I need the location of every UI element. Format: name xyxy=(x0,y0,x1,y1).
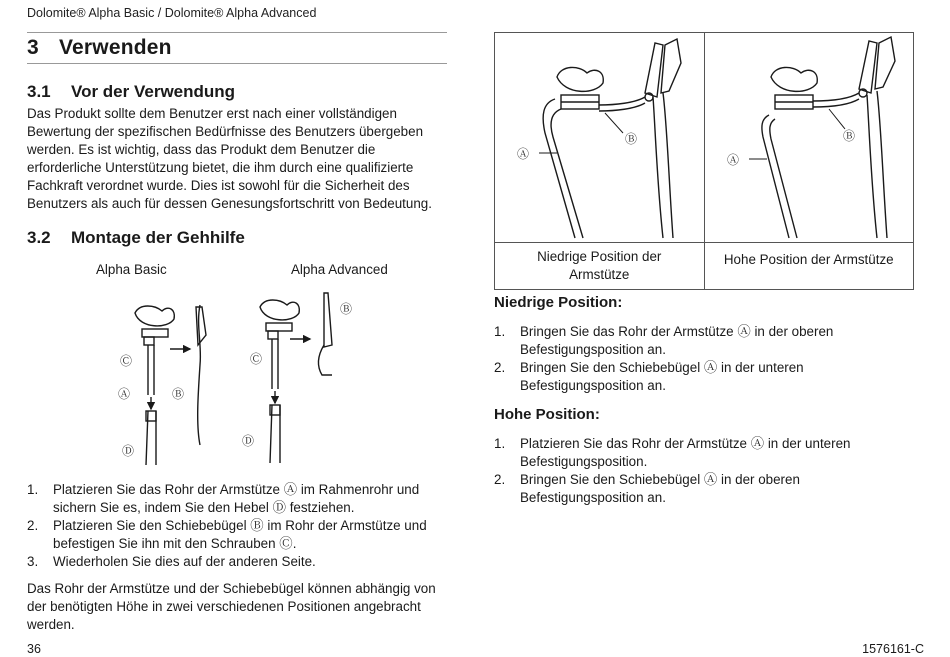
section-number: 3.1 xyxy=(27,82,51,101)
body-line: werden. Es ist wichtig, dass das Produkt dem Benutzer die xyxy=(27,142,376,157)
step-item xyxy=(494,471,914,507)
step-line: Platzieren Sie das Rohr der Armstütze Ⓐ in der unteren xyxy=(520,436,851,451)
step-line: Bringen Sie den Schiebebügel Ⓐ in der oberen xyxy=(520,472,800,487)
armrest-low-position-illustration xyxy=(495,33,704,243)
position-note xyxy=(27,580,447,634)
low-position-image-cell xyxy=(495,33,705,243)
step-item xyxy=(27,553,447,571)
step-item xyxy=(494,435,914,471)
callout-b-advanced: Ⓑ xyxy=(340,302,353,316)
figure-label-alpha-advanced: Alpha Advanced xyxy=(291,262,388,277)
callout-b-high: Ⓑ xyxy=(842,129,855,143)
step-line: Bringen Sie das Rohr der Armstütze Ⓐ in der oberen xyxy=(520,324,834,339)
section-heading-3-1 xyxy=(27,82,235,102)
armrest-high-position-illustration xyxy=(705,33,914,243)
callout-a-low: Ⓐ xyxy=(517,147,530,161)
body-line: Fachkraft verordnet wurde. Dies ist sowohl für die Sicherheit des xyxy=(27,178,410,193)
position-figure-table xyxy=(494,32,914,290)
step-line: Platzieren Sie das Rohr der Armstütze Ⓐ im Rahmenrohr und xyxy=(53,482,420,497)
chapter-rule xyxy=(27,63,447,64)
callout-c-advanced: Ⓒ xyxy=(250,352,263,366)
step-number: 2. xyxy=(494,360,506,375)
low-position-caption xyxy=(495,243,705,290)
note-line: Das Rohr der Armstütze und der Schiebebügel können abhängig von xyxy=(27,581,436,596)
step-number: 2. xyxy=(494,472,506,487)
step-line: Befestigungsposition an. xyxy=(520,378,666,393)
low-position-steps xyxy=(494,323,914,395)
step-number: 1. xyxy=(494,436,506,451)
caption-line: Niedrige Position der xyxy=(537,249,662,264)
step-line: befestigen Sie ihn mit den Schrauben Ⓒ. xyxy=(53,536,297,551)
high-position-image-cell xyxy=(704,33,914,243)
chapter-title: Verwenden xyxy=(59,36,172,59)
section-title: Montage der Gehhilfe xyxy=(71,228,245,247)
body-line: Das Produkt sollte dem Benutzer erst nach einer vollständigen xyxy=(27,106,397,121)
step-number: 1. xyxy=(494,324,506,339)
section-title: Vor der Verwendung xyxy=(71,82,236,101)
high-position-steps xyxy=(494,435,914,507)
header-rule xyxy=(27,32,447,33)
step-line: sichern Sie es, indem Sie den Hebel Ⓓ festziehen. xyxy=(53,500,355,515)
section-number: 3.2 xyxy=(27,228,51,247)
page-number: 36 xyxy=(27,642,41,656)
step-item xyxy=(494,323,914,359)
step-number: 3. xyxy=(27,554,39,569)
note-line: der benötigten Höhe in zwei verschiedenen Positionen angebracht xyxy=(27,599,421,614)
body-line: Bewertung der spezifischen Bedürfnisse des Benutzers übergeben xyxy=(27,124,424,139)
callout-d-advanced: Ⓓ xyxy=(242,434,255,448)
step-number: 1. xyxy=(27,482,39,497)
section-heading-3-2 xyxy=(27,228,245,248)
callout-c-basic: Ⓒ xyxy=(120,354,133,368)
low-position-heading: Niedrige Position: xyxy=(494,294,623,311)
section-3-1-body xyxy=(27,105,447,213)
step-line: Wiederholen Sie dies auf der anderen Seite. xyxy=(53,554,316,569)
body-line: Benutzers als auch für dessen Genesungsfortschritt von Bedeutung. xyxy=(27,196,432,211)
chapter-heading xyxy=(27,36,172,60)
high-position-heading: Hohe Position: xyxy=(494,406,600,423)
caption-line: Armstütze xyxy=(569,267,630,282)
body-line: erforderliche Unterstützung bietet, die ihm durch eine qualifizierte xyxy=(27,160,414,175)
note-line: werden. xyxy=(27,617,75,632)
assembly-steps xyxy=(27,481,447,571)
armrest-assembly-illustration xyxy=(110,285,380,470)
running-header: Dolomite® Alpha Basic / Dolomite® Alpha Advanced xyxy=(27,6,317,20)
document-id: 1576161-C xyxy=(862,642,924,656)
step-item xyxy=(494,359,914,395)
step-line: Befestigungsposition an. xyxy=(520,490,666,505)
step-line: Bringen Sie den Schiebebügel Ⓐ in der unteren xyxy=(520,360,804,375)
step-item xyxy=(27,517,447,553)
callout-b-basic: Ⓑ xyxy=(172,387,185,401)
callout-a-high: Ⓐ xyxy=(726,153,739,167)
high-position-caption: Hohe Position der Armstütze xyxy=(704,243,914,290)
callout-a-basic: Ⓐ xyxy=(118,387,131,401)
callout-d-basic: Ⓓ xyxy=(122,444,135,458)
step-item xyxy=(27,481,447,517)
step-line: Befestigungsposition an. xyxy=(520,342,666,357)
step-line: Befestigungsposition. xyxy=(520,454,648,469)
figure-label-alpha-basic: Alpha Basic xyxy=(96,262,167,277)
step-number: 2. xyxy=(27,518,39,533)
step-line: Platzieren Sie den Schiebebügel Ⓑ im Rohr der Armstütze und xyxy=(53,518,427,533)
chapter-number: 3 xyxy=(27,36,39,59)
callout-b-low: Ⓑ xyxy=(625,132,638,146)
